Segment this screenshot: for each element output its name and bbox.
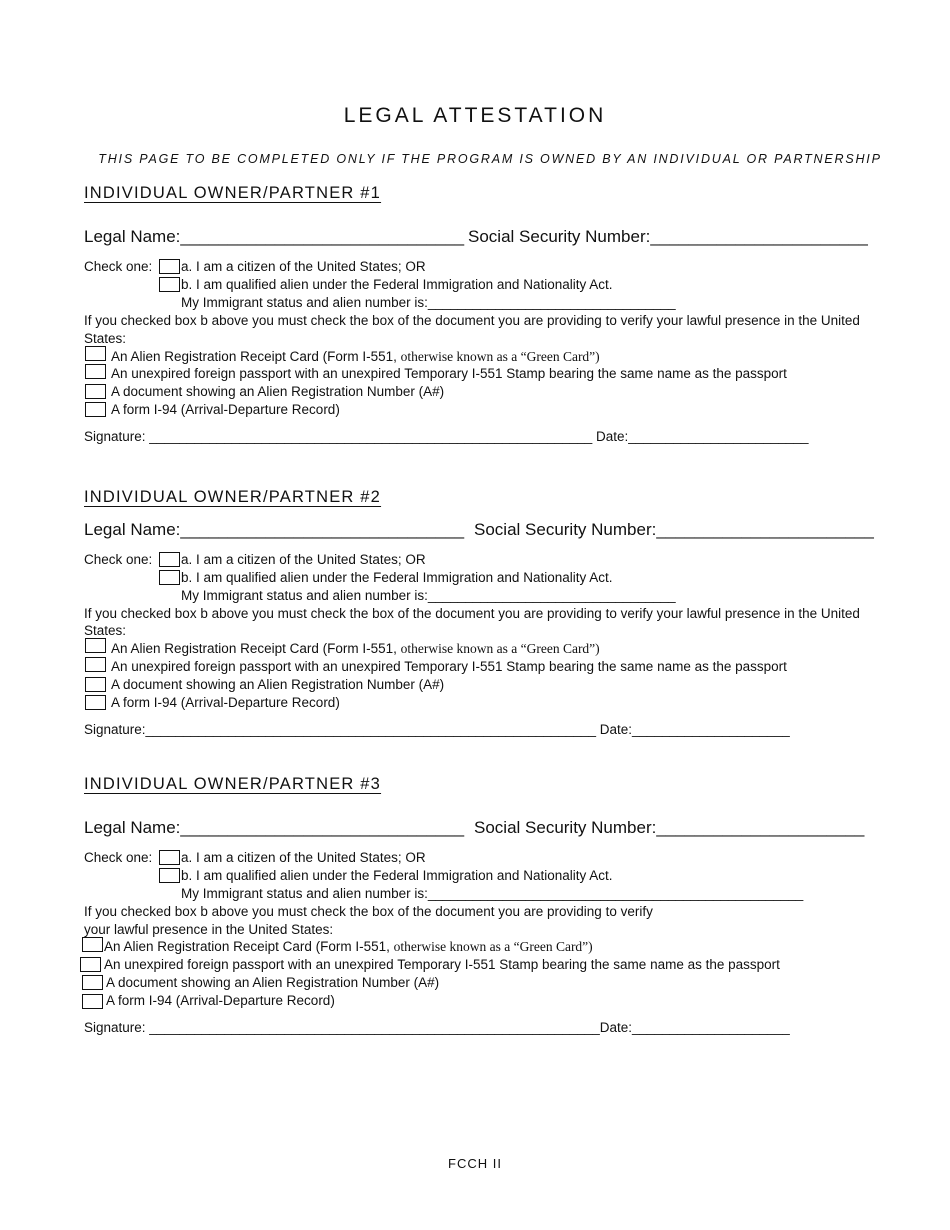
- green-card-checkbox[interactable]: [85, 638, 106, 653]
- option-b-label: b. I am qualified alien under the Federal Immigration and Nationality Act.: [181, 868, 613, 883]
- instruction-line-2: States:: [84, 331, 127, 346]
- instruction-line-1: If you checked box b above you must check the box of the document you are providing to verify your lawful presence in the United: [84, 313, 860, 328]
- signature-date-field[interactable]: Signature: ___________________________________________________________ Date:________________________: [84, 429, 809, 444]
- doc-green-card-label: An Alien Registration Receipt Card (Form I-551, otherwise known as a “Green Card”): [104, 939, 593, 954]
- option-a-label: a. I am a citizen of the United States; OR: [181, 850, 426, 865]
- doc-i94-label: A form I-94 (Arrival-Departure Record): [106, 993, 335, 1008]
- signature-date-field[interactable]: Signature: ____________________________________________________________Date:_____________________: [84, 1020, 790, 1035]
- check-one-label: Check one:: [84, 552, 153, 567]
- section-heading: INDIVIDUAL OWNER/PARTNER #1: [84, 184, 382, 202]
- alien-number-checkbox[interactable]: [82, 975, 103, 990]
- doc-green-card-label: An Alien Registration Receipt Card (Form I-551, otherwise known as a “Green Card”): [111, 641, 600, 656]
- ssn-field[interactable]: Social Security Number:_______________________: [468, 227, 868, 246]
- green-card-checkbox[interactable]: [82, 937, 103, 952]
- page-title: LEGAL ATTESTATION: [343, 104, 607, 127]
- i94-checkbox[interactable]: [85, 402, 106, 417]
- alien-number-checkbox[interactable]: [85, 677, 106, 692]
- option-a-label: a. I am a citizen of the United States; OR: [181, 552, 426, 567]
- ssn-field[interactable]: Social Security Number:_______________________: [474, 520, 874, 539]
- i94-checkbox[interactable]: [82, 994, 103, 1009]
- alien-number-checkbox[interactable]: [85, 384, 106, 399]
- option-b-label: b. I am qualified alien under the Federal Immigration and Nationality Act.: [181, 277, 613, 292]
- qualified-alien-checkbox[interactable]: [159, 868, 180, 883]
- immigrant-status-field[interactable]: My Immigrant status and alien number is:__________________________________________________: [181, 886, 804, 901]
- footer-form-code: FCCH II: [448, 1156, 502, 1171]
- doc-alien-number-label: A document showing an Alien Registration Number (A#): [111, 384, 445, 399]
- doc-i94-label: A form I-94 (Arrival-Departure Record): [111, 402, 340, 417]
- doc-green-card-label: An Alien Registration Receipt Card (Form I-551, otherwise known as a “Green Card”): [111, 349, 600, 364]
- instruction-line-1: If you checked box b above you must check the box of the document you are providing to verify your lawful presence in the United: [84, 606, 860, 621]
- doc-alien-number-label: A document showing an Alien Registration Number (A#): [111, 677, 445, 692]
- citizen-checkbox[interactable]: [159, 552, 180, 567]
- signature-date-field[interactable]: Signature:____________________________________________________________ Date:_____________________: [84, 722, 790, 737]
- green-card-checkbox[interactable]: [85, 346, 106, 361]
- option-b-label: b. I am qualified alien under the Federal Immigration and Nationality Act.: [181, 570, 613, 585]
- immigrant-status-field[interactable]: My Immigrant status and alien number is:_________________________________: [181, 295, 676, 310]
- doc-passport-label: An unexpired foreign passport with an unexpired Temporary I-551 Stamp bearing the same name as the passport: [111, 659, 787, 674]
- doc-passport-label: An unexpired foreign passport with an unexpired Temporary I-551 Stamp bearing the same name as the passport: [111, 366, 787, 381]
- section-heading: INDIVIDUAL OWNER/PARTNER #3: [84, 775, 382, 793]
- passport-checkbox[interactable]: [80, 957, 101, 972]
- ssn-field[interactable]: Social Security Number:______________________: [474, 818, 865, 837]
- option-a-label: a. I am a citizen of the United States; OR: [181, 259, 426, 274]
- passport-checkbox[interactable]: [85, 364, 106, 379]
- passport-checkbox[interactable]: [85, 657, 106, 672]
- citizen-checkbox[interactable]: [159, 259, 180, 274]
- i94-checkbox[interactable]: [85, 695, 106, 710]
- legal-name-field[interactable]: Legal Name:______________________________: [84, 520, 465, 539]
- instruction-line-2: your lawful presence in the United States:: [84, 922, 334, 937]
- legal-name-field[interactable]: Legal Name:______________________________: [84, 818, 465, 837]
- section-heading: INDIVIDUAL OWNER/PARTNER #2: [84, 488, 382, 506]
- instruction-line-1: If you checked box b above you must check the box of the document you are providing to verify: [84, 904, 653, 919]
- check-one-label: Check one:: [84, 259, 153, 274]
- page-subtitle: THIS PAGE TO BE COMPLETED ONLY IF THE PROGRAM IS OWNED BY AN INDIVIDUAL OR PARTNERSHIP: [98, 152, 882, 166]
- doc-passport-label: An unexpired foreign passport with an unexpired Temporary I-551 Stamp bearing the same name as the passport: [104, 957, 780, 972]
- legal-name-field[interactable]: Legal Name:______________________________: [84, 227, 465, 246]
- instruction-line-2: States:: [84, 623, 127, 638]
- citizen-checkbox[interactable]: [159, 850, 180, 865]
- doc-i94-label: A form I-94 (Arrival-Departure Record): [111, 695, 340, 710]
- doc-alien-number-label: A document showing an Alien Registration Number (A#): [106, 975, 440, 990]
- qualified-alien-checkbox[interactable]: [159, 277, 180, 292]
- qualified-alien-checkbox[interactable]: [159, 570, 180, 585]
- check-one-label: Check one:: [84, 850, 153, 865]
- immigrant-status-field[interactable]: My Immigrant status and alien number is:_________________________________: [181, 588, 676, 603]
